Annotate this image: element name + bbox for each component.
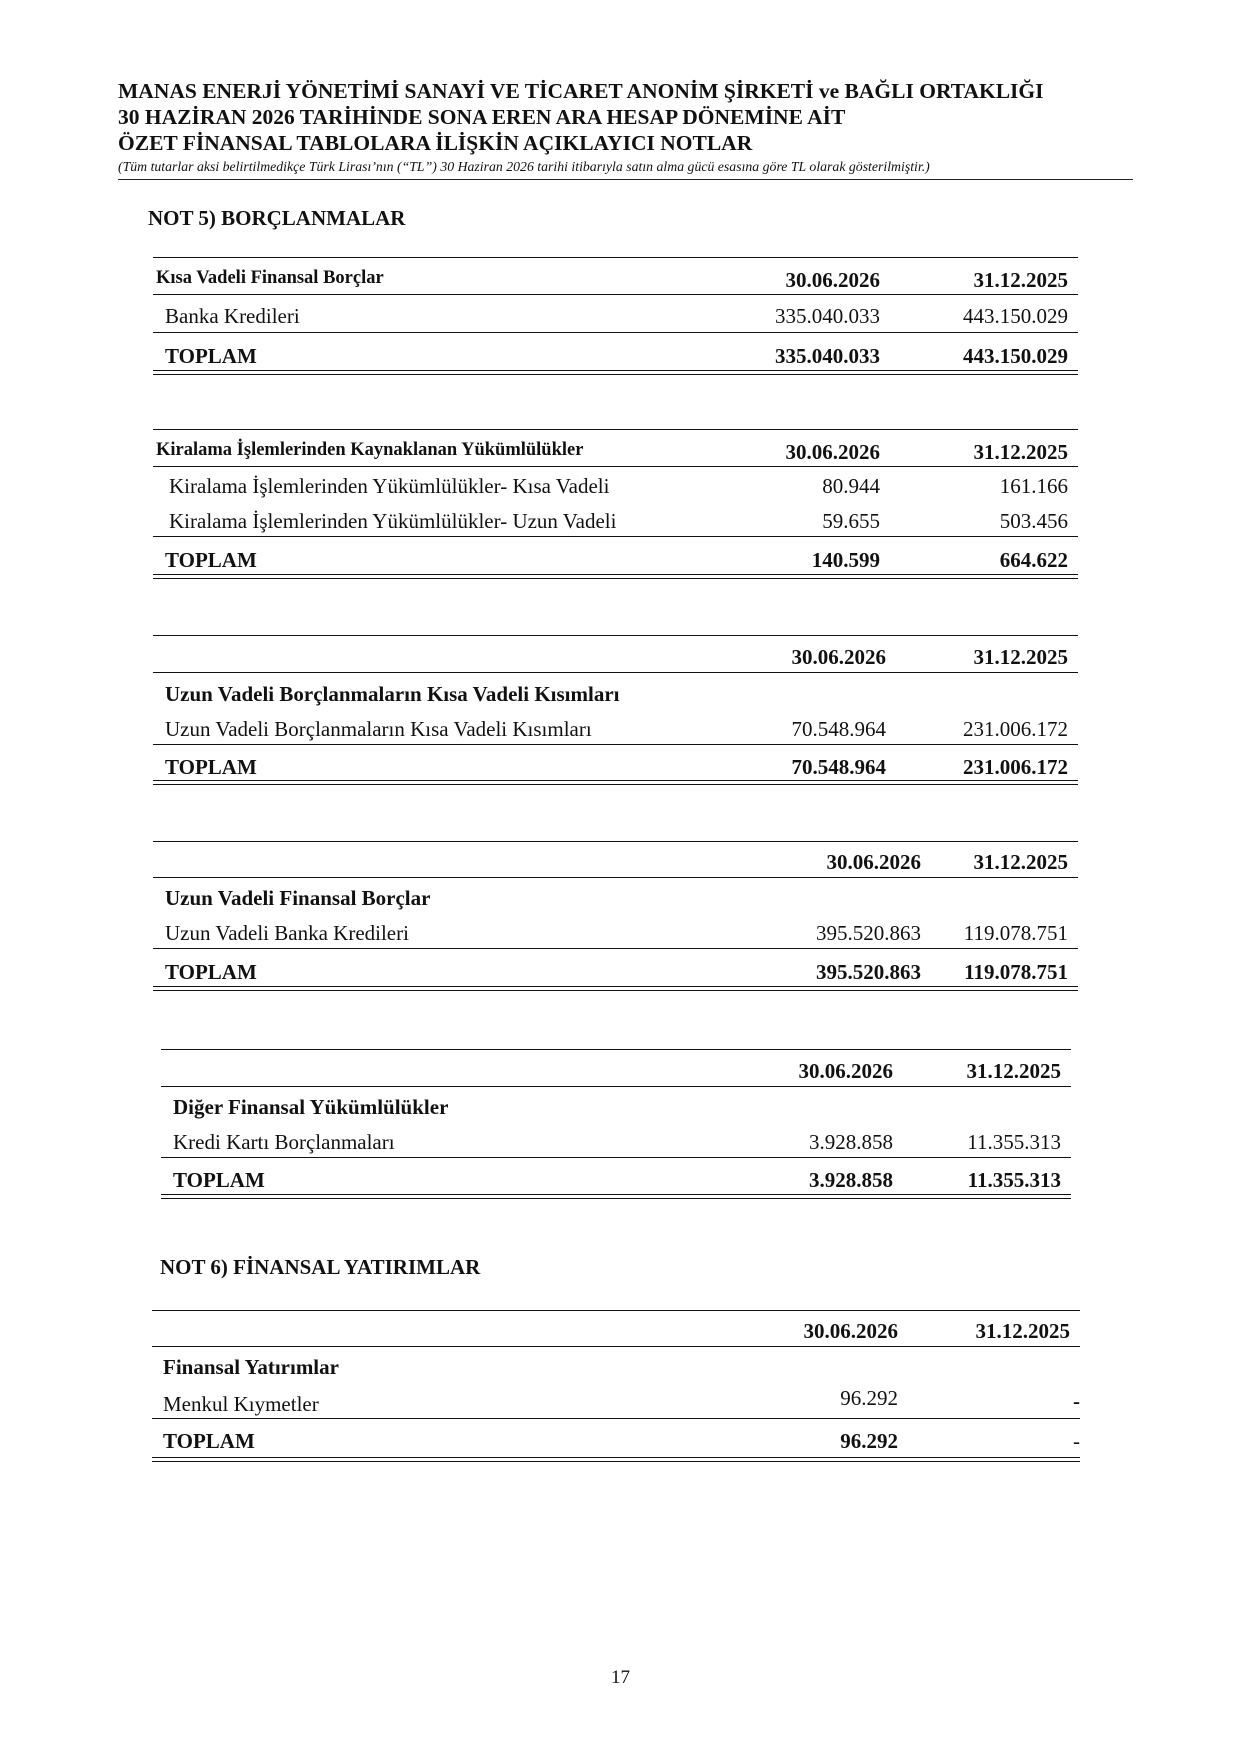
table-heading: Uzun Vadeli Borçlanmaların Kısa Vadeli Kısımları xyxy=(165,682,620,706)
table-heading: Kısa Vadeli Finansal Borçlar xyxy=(156,268,384,288)
row-value-2026: 335.040.033 xyxy=(775,304,880,328)
column-header-2026: 30.06.2026 xyxy=(826,850,921,874)
total-value-2025: 119.078.751 xyxy=(964,960,1068,984)
note6-title: NOT 6) FİNANSAL YATIRIMLAR xyxy=(160,1255,481,1279)
column-header-2025: 31.12.2025 xyxy=(973,850,1068,874)
row-label: Kiralama İşlemlerinden Yükümlülükler- Kısa Vadeli xyxy=(169,474,610,498)
double-underline xyxy=(153,986,1078,991)
row-value-2025: 119.078.751 xyxy=(963,921,1068,945)
header-rule xyxy=(153,877,1078,878)
column-header-2025: 31.12.2025 xyxy=(966,1059,1061,1083)
table-top-rule xyxy=(153,429,1078,430)
total-rule xyxy=(153,948,1078,949)
table-top-rule xyxy=(161,1049,1071,1050)
column-header-2026: 30.06.2026 xyxy=(798,1059,893,1083)
row-value-2026: 59.655 xyxy=(822,509,880,533)
row-label: Kiralama İşlemlerinden Yükümlülükler- Uzun Vadeli xyxy=(169,509,617,533)
column-header-2026: 30.06.2026 xyxy=(791,645,886,669)
row-value-2026: 96.292 xyxy=(840,1386,898,1410)
header-rule xyxy=(153,294,1078,295)
total-label: TOPLAM xyxy=(165,755,257,779)
column-header-2026: 30.06.2026 xyxy=(803,1319,898,1343)
header-rule xyxy=(152,1346,1080,1347)
row-value-2025: 503.456 xyxy=(999,509,1068,533)
notes-title: ÖZET FİNANSAL TABLOLARA İLİŞKİN AÇIKLAYICI NOTLAR xyxy=(118,131,753,155)
double-underline xyxy=(153,780,1078,785)
row-value-2025: - xyxy=(1073,1389,1080,1413)
current-portion-long-term-table xyxy=(153,635,1078,790)
total-label: TOPLAM xyxy=(165,960,257,984)
row-label: Kredi Kartı Borçlanmaları xyxy=(173,1130,395,1154)
column-header-2026: 30.06.2026 xyxy=(785,440,880,464)
header-rule xyxy=(153,672,1078,673)
total-rule xyxy=(153,536,1078,537)
double-underline xyxy=(152,1457,1080,1462)
header-divider xyxy=(118,179,1133,180)
total-value-2025: 664.622 xyxy=(999,548,1068,572)
double-underline xyxy=(161,1194,1071,1199)
total-value-2026: 96.292 xyxy=(840,1429,898,1453)
total-value-2026: 70.548.964 xyxy=(791,755,886,779)
company-name: MANAS ENERJİ YÖNETİMİ SANAYİ VE TİCARET ANONİM ŞİRKETİ ve BAĞLI ORTAKLIĞI xyxy=(118,79,1044,103)
double-underline xyxy=(153,370,1078,375)
long-term-borrowings-table xyxy=(153,841,1078,996)
row-value-2026: 395.520.863 xyxy=(816,921,921,945)
total-value-2026: 3.928.858 xyxy=(809,1168,893,1192)
column-header-2025: 31.12.2025 xyxy=(973,268,1068,292)
total-rule xyxy=(161,1157,1071,1158)
financial-investments-table xyxy=(152,1310,1080,1470)
table-top-rule xyxy=(153,257,1078,258)
total-value-2026: 395.520.863 xyxy=(816,960,921,984)
row-value-2026: 80.944 xyxy=(822,474,880,498)
table-heading: Uzun Vadeli Finansal Borçlar xyxy=(165,886,431,910)
row-value-2026: 70.548.964 xyxy=(791,717,886,741)
row-value-2025: 11.355.313 xyxy=(967,1130,1061,1154)
column-header-2026: 30.06.2026 xyxy=(785,268,880,292)
total-label: TOPLAM xyxy=(163,1429,255,1453)
row-label: Uzun Vadeli Banka Kredileri xyxy=(165,921,409,945)
total-value-2025: 443.150.029 xyxy=(963,344,1068,368)
note5-title: NOT 5) BORÇLANMALAR xyxy=(148,206,406,230)
total-value-2025: - xyxy=(1073,1429,1080,1453)
row-value-2025: 231.006.172 xyxy=(963,717,1068,741)
row-value-2026: 3.928.858 xyxy=(809,1130,893,1154)
lease-liabilities-table xyxy=(153,429,1078,584)
header-rule xyxy=(161,1086,1071,1087)
header-rule xyxy=(153,466,1078,467)
column-header-2025: 31.12.2025 xyxy=(973,440,1068,464)
column-header-2025: 31.12.2025 xyxy=(973,645,1068,669)
row-label: Menkul Kıymetler xyxy=(163,1392,319,1416)
row-value-2025: 443.150.029 xyxy=(963,304,1068,328)
total-value-2026: 140.599 xyxy=(811,548,880,572)
total-label: TOPLAM xyxy=(165,548,257,572)
table-top-rule xyxy=(153,841,1078,842)
table-top-rule xyxy=(153,635,1078,636)
total-rule xyxy=(153,744,1078,745)
row-value-2025: 161.166 xyxy=(999,474,1068,498)
table-heading: Kiralama İşlemlerinden Kaynaklanan Yükümlülükler xyxy=(156,440,584,460)
total-label: TOPLAM xyxy=(173,1168,265,1192)
total-value-2025: 11.355.313 xyxy=(967,1168,1061,1192)
table-heading: Diğer Finansal Yükümlülükler xyxy=(173,1095,449,1119)
page-number: 17 xyxy=(611,1667,630,1688)
double-underline xyxy=(153,574,1078,579)
total-label: TOPLAM xyxy=(165,344,257,368)
table-top-rule xyxy=(152,1310,1080,1311)
table-heading: Finansal Yatırımlar xyxy=(163,1355,339,1379)
total-rule xyxy=(152,1418,1080,1419)
row-label: Banka Kredileri xyxy=(165,304,300,328)
other-financial-liabilities-table xyxy=(161,1049,1071,1204)
column-header-2025: 31.12.2025 xyxy=(975,1319,1070,1343)
total-value-2026: 335.040.033 xyxy=(775,344,880,368)
row-label: Uzun Vadeli Borçlanmaların Kısa Vadeli Kısımları xyxy=(165,717,592,741)
total-rule xyxy=(153,332,1078,333)
document-header xyxy=(118,78,1124,176)
short-term-borrowings-table xyxy=(153,257,1078,377)
period-line: 30 HAZİRAN 2026 TARİHİNDE SONA EREN ARA HESAP DÖNEMİNE AİT xyxy=(118,105,846,129)
total-value-2025: 231.006.172 xyxy=(963,755,1068,779)
currency-note: (Tüm tutarlar aksi belirtilmedikçe Türk Lirası’nın (“TL”) 30 Haziran 2026 tarihi itibarıyla satın alma gücü esasına göre TL olarak gösterilmiştir.) xyxy=(118,159,930,174)
